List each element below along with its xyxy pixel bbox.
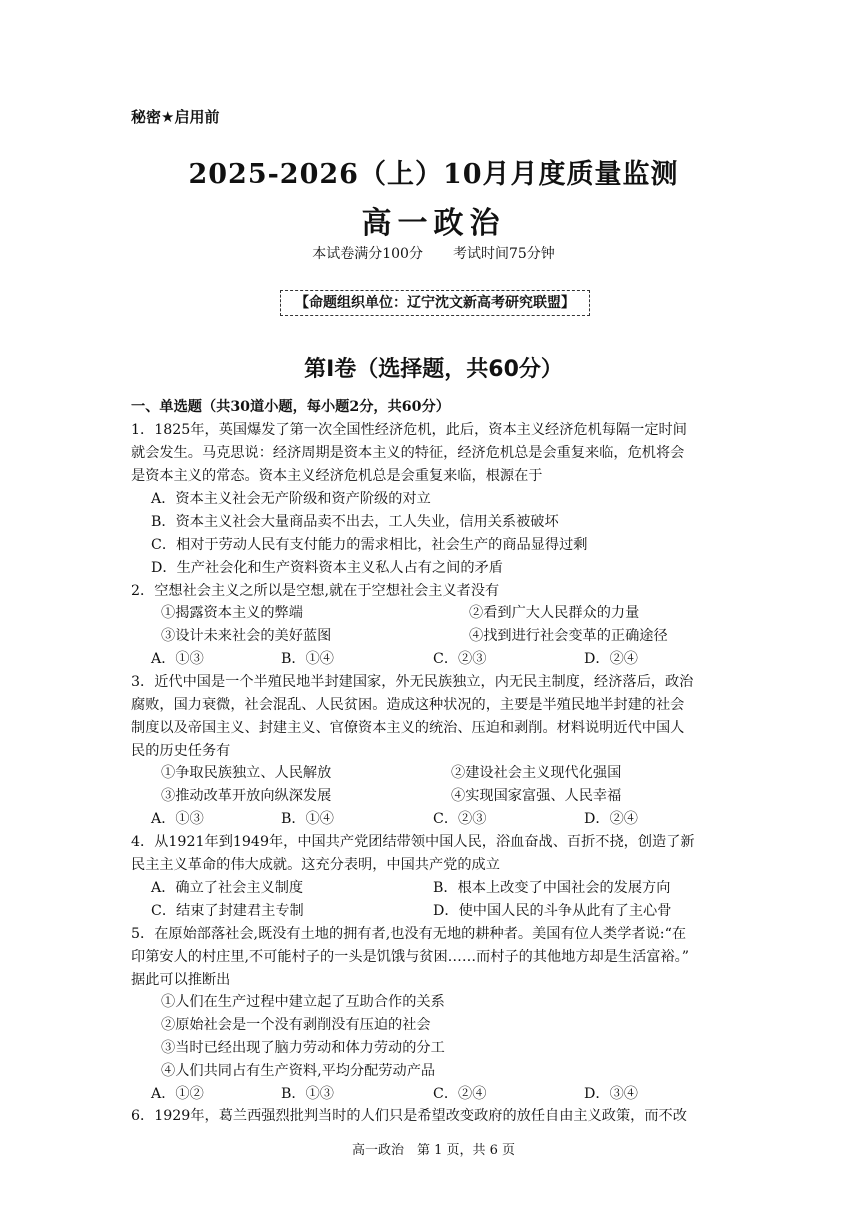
- text-line: 2．空想社会主义之所以是空想,就在于空想社会主义者没有: [131, 583, 500, 599]
- option: B．①④: [281, 651, 334, 667]
- option: A．确立了社会主义制度: [151, 880, 304, 896]
- text-line: 制度以及帝国主义、封建主义、官僚资本主义的统治、压迫和剥削。材料说明近代中国人: [131, 720, 685, 736]
- option: B．①③: [281, 1086, 334, 1102]
- confidential-label: 秘密★启用前: [131, 108, 220, 126]
- option: A．①③: [151, 811, 204, 827]
- exam-time: 考试时间75分钟: [452, 246, 555, 262]
- part-heading: 一、单选题（共30道小题，每小题2分，共60分）: [131, 399, 450, 415]
- text-line: 民的历史任务有: [131, 743, 231, 759]
- choice-item: ④实现国家富强、人民幸福: [451, 788, 622, 804]
- option: D．②④: [584, 651, 638, 667]
- choice-item: ②建设社会主义现代化强国: [451, 765, 622, 781]
- option: C．结束了封建君主专制: [151, 903, 304, 919]
- option: C．②④: [433, 1086, 487, 1102]
- choice-item: ①人们在生产过程中建立起了互助合作的关系: [161, 994, 445, 1010]
- page-footer: 高一政治 第 1 页，共 6 页: [351, 1143, 516, 1158]
- option: D．②④: [584, 811, 638, 827]
- option: C．相对于劳动人民有支付能力的需求相比，社会生产的商品显得过剩: [151, 537, 588, 553]
- option: A．资本主义社会无产阶级和资产阶级的对立: [151, 491, 431, 507]
- text-line: 6．1929年，葛兰西强烈批判当时的人们只是希望改变政府的放任自由主义政策，而不改: [131, 1108, 687, 1124]
- section-title: 第Ⅰ卷（选择题，共60分）: [304, 357, 563, 382]
- text-line: 腐败，国力衰微，社会混乱、人民贫困。造成这种状况的，主要是半殖民地半封建的社会: [131, 697, 685, 713]
- option: B．根本上改变了中国社会的发展方向: [433, 880, 671, 896]
- text-line: 3．近代中国是一个半殖民地半封建国家，外无民族独立，内无民主制度，经济落后，政治: [131, 674, 694, 690]
- text-line: 民主主义革命的伟大成就。这充分表明，中国共产党的成立: [131, 857, 500, 873]
- text-line: 5．在原始部落社会,既没有土地的拥有者,也没有无地的耕种者。美国有位人类学者说:“在: [131, 926, 687, 942]
- choice-item: ①揭露资本主义的弊端: [161, 605, 303, 621]
- option: D．使中国人民的斗争从此有了主心骨: [433, 903, 672, 919]
- exam-info: [0, 243, 867, 263]
- choice-item: ④找到进行社会变革的正确途径: [469, 628, 668, 644]
- option: B．资本主义社会大量商品卖不出去，工人失业，信用关系被破坏: [151, 514, 559, 530]
- text-line: 1．1825年，英国爆发了第一次全国性经济危机，此后，资本主义经济危机每隔一定时间: [131, 422, 687, 438]
- option: D．③④: [584, 1086, 638, 1102]
- text-line: 4．从1921年到1949年，中国共产党团结带领中国人民，浴血奋战、百折不挠，创造了新: [131, 834, 695, 850]
- option: A．①②: [151, 1086, 204, 1102]
- choice-item: ②原始社会是一个没有剥削没有压迫的社会: [161, 1017, 431, 1033]
- organizer-box: 【命题组织单位：辽宁沈文新高考研究联盟】: [280, 290, 590, 316]
- full-score: 本试卷满分100分: [312, 246, 423, 262]
- text-line: 是资本主义的常态。资本主义经济危机总是会重复来临，根源在于: [131, 468, 543, 484]
- option: C．②③: [433, 811, 487, 827]
- choice-item: ②看到广大人民群众的力量: [469, 605, 640, 621]
- text-line: 印第安人的村庄里,不可能村子的一头是饥饿与贫困……而村子的其他地方却是生活富裕。”: [131, 949, 689, 965]
- option: C．②③: [433, 651, 487, 667]
- text-line: 据此可以推断出: [131, 972, 231, 988]
- choice-item: ④人们共同占有生产资料,平均分配劳动产品: [161, 1063, 436, 1079]
- option: D．生产社会化和生产资料资本主义私人占有之间的矛盾: [151, 560, 503, 576]
- text-line: 就会发生。马克思说：经济周期是资本主义的特征，经济危机总是会重复来临，危机将会: [131, 445, 685, 461]
- choice-item: ③当时已经出现了脑力劳动和体力劳动的分工: [161, 1040, 445, 1056]
- choice-item: ③推动改革开放向纵深发展: [161, 788, 332, 804]
- choice-item: ③设计未来社会的美好蓝图: [161, 628, 332, 644]
- choice-item: ①争取民族独立、人民解放: [161, 765, 332, 781]
- subject-title: 高一政治: [361, 206, 506, 241]
- option: A．①③: [151, 651, 204, 667]
- exam-title: 2025-2026（上）10月月度质量监测: [188, 159, 679, 190]
- option: B．①④: [281, 811, 334, 827]
